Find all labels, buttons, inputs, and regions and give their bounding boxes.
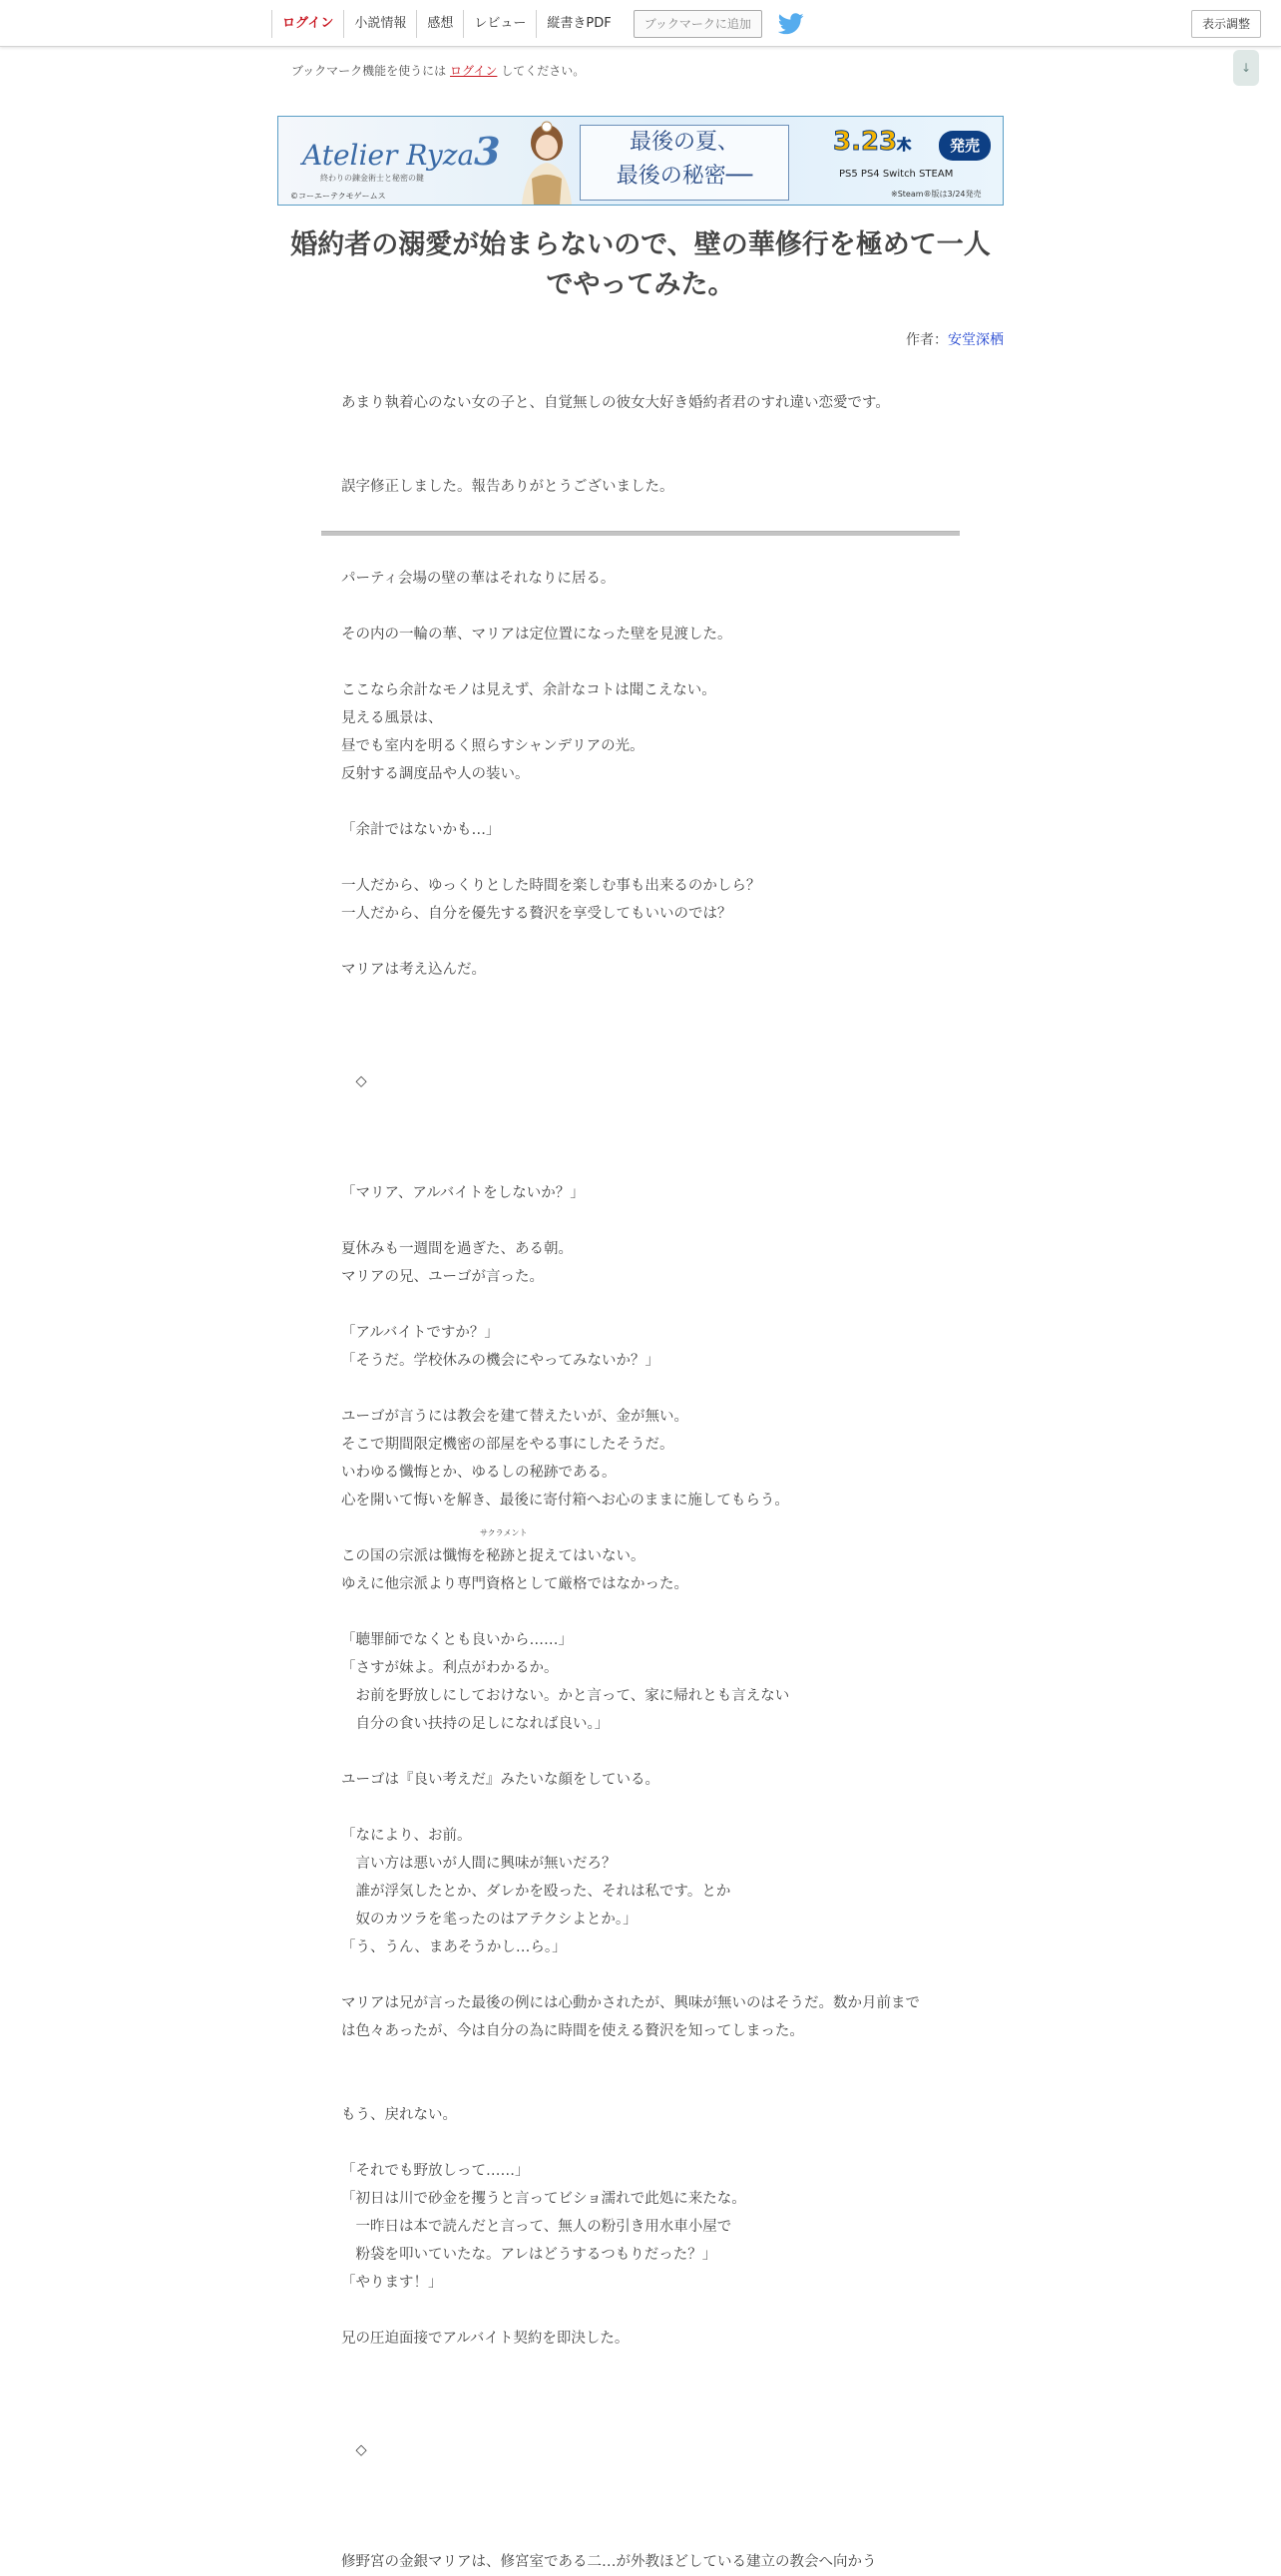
ruby-text: サクラメント — [480, 1528, 528, 1537]
ruby-base: 秘跡 — [486, 1548, 515, 1564]
body-line: 「さすが妹よ。利点がわかるか。 — [341, 1660, 559, 1676]
body-line: 「そうだ。学校休みの機会にやってみないか？」 — [341, 1353, 659, 1369]
novel-author — [906, 329, 1004, 349]
banner-copy-line2: 最後の秘密── — [616, 164, 753, 189]
body-line — [341, 2073, 920, 2101]
body-line — [341, 984, 920, 1012]
ruby-sacrament — [480, 1528, 528, 1570]
body-line: 「なにより、お前。 — [341, 1828, 472, 1844]
body-line — [341, 2297, 920, 2325]
body-line — [341, 788, 920, 816]
body-line: 昼でも室内を明るく照らすシャンデリアの光。 — [341, 738, 644, 754]
banner-release-date — [833, 127, 911, 157]
body-line: 「アルバイトですか？」 — [341, 1325, 499, 1341]
sacrament-after: と捉えてはいない。 — [515, 1548, 645, 1564]
nav-login-link[interactable]: ログイン — [271, 10, 343, 38]
body-line — [341, 2129, 920, 2157]
body-line: 言い方は悪いが人間に興味が無いだろ？ — [341, 1856, 617, 1872]
body-line-wrapped: マリアは兄が言った最後の例には心動かされたが、興味が無いのはそうだ。数か月前までは色々あったが、今は自分の為に時間を使える贅沢を知ってしまった。 — [341, 1995, 920, 2039]
body-line: お前を野放しにしておけない。かと言って、家に帰れとも言えない — [341, 1688, 790, 1704]
body-line: 自分の食い扶持の足しになれば良い。」 — [341, 1716, 610, 1732]
body-line — [341, 2492, 920, 2520]
body-line: 心を開いて悔いを解き、最後に寄付箱へお心のままに施してもらう。 — [341, 1493, 789, 1508]
body-line: 「う、うん、まあそうかし…ら。」 — [341, 1939, 567, 1955]
body-line: ここなら余計なモノは見えず、余計なコトは聞こえない。 — [341, 682, 716, 698]
banner-logo-text: Atelier Ryza — [302, 139, 475, 172]
body-line — [341, 1012, 920, 1040]
nav-novel-info-link[interactable]: 小説情報 — [343, 10, 416, 38]
body-line: ユーゴは『良い考えだ』みたいな顔をしている。 — [341, 1772, 659, 1788]
notice-suffix: してください。 — [501, 64, 586, 78]
body-line — [341, 1738, 920, 1766]
add-bookmark-button[interactable]: ブックマークに追加 — [634, 10, 762, 38]
body-line: 見える風景は、 — [341, 710, 443, 726]
body-line — [341, 648, 920, 676]
body-section-a — [341, 565, 920, 1542]
body-line: 奴のカツラを毟ったのはアテクシよとか。」 — [341, 1912, 638, 1928]
body-line: パーティ会場の壁の華はそれなりに居る。 — [341, 571, 616, 587]
body-line — [341, 2408, 920, 2436]
body-line — [341, 1794, 920, 1822]
body-line: その内の一輪の華、マリアは定位置になった壁を見渡した。 — [341, 627, 732, 643]
body-line: 「初日は川で砂金を攫うと言ってビショ濡れで此処に来たな。 — [341, 2191, 746, 2207]
body-line — [341, 593, 920, 621]
ad-banner[interactable] — [277, 116, 1004, 206]
banner-platforms: PS5 PS4 Switch STEAM — [839, 169, 954, 180]
body-line: 「マリア、アルバイトをしないか？」 — [341, 1185, 585, 1201]
body-line: 「聴罪師でなくとも良いから……」 — [341, 1632, 573, 1648]
body-line — [341, 2353, 920, 2380]
body-line — [341, 928, 920, 956]
novel-preface — [341, 389, 920, 501]
body-line: 「それでも野放しって……」 — [341, 2163, 530, 2179]
nav-impressions-link[interactable]: 感想 — [416, 10, 463, 38]
body-line: マリアは考え込んだ。 — [341, 962, 486, 978]
body-line: 修野宮の金銀マリアは、修宮室である二…が外教ほどしている建立の教会へ向かう — [341, 2554, 877, 2570]
body-line — [341, 2380, 920, 2408]
body-section-b — [341, 1570, 920, 1989]
body-line — [341, 1040, 920, 1068]
author-label: 作者： — [906, 332, 948, 348]
body-line — [341, 1961, 920, 1989]
body-line — [341, 1375, 920, 1403]
body-line-sacrament — [341, 1528, 920, 1570]
nav-review-link[interactable]: レビュー — [463, 10, 536, 38]
notice-prefix: ブックマーク機能を使うには — [291, 64, 447, 78]
body-section-c — [341, 2073, 920, 2576]
body-line: 夏休みも一週間を過ぎた、ある朝。 — [341, 1241, 573, 1257]
body-line: そこで期間限定機密の部屋をやる事にしたそうだ。 — [341, 1437, 674, 1453]
body-line — [341, 1514, 920, 1542]
nav-vertical-pdf-link[interactable]: 縦書きPDF — [536, 10, 621, 38]
banner-logo-subtitle: 終わりの錬金術士と秘密の鍵 — [320, 174, 424, 183]
banner-date-value: 3.23 — [833, 127, 898, 157]
body-line — [341, 1207, 920, 1235]
banner-copy-line1: 最後の夏、 — [629, 130, 739, 155]
notice-login-link[interactable]: ログイン — [450, 64, 498, 78]
banner-steam-note: ※Steam®版は3/24発売 — [891, 190, 982, 199]
sacrament-before: この国の宗派は懺悔を — [341, 1548, 486, 1564]
body-line: 粉袋を叩いていたな。アレはどうするつもりだった？」 — [341, 2247, 717, 2263]
body-line: 「やります！」 — [341, 2275, 443, 2291]
body-line — [341, 2520, 920, 2548]
body-line: ◇ — [341, 1073, 367, 1089]
preface-line: 誤字修正しました。報告ありがとうございました。 — [341, 479, 674, 495]
top-nav-bar — [0, 0, 1281, 47]
display-settings-button[interactable]: 表示調整 — [1191, 10, 1261, 38]
body-line: いわゆる懺悔とか、ゆるしの秘跡である。 — [341, 1465, 617, 1481]
banner-catchcopy — [580, 125, 789, 201]
author-link[interactable]: 安堂深栖 — [948, 332, 1004, 348]
bookmark-login-notice — [291, 62, 585, 79]
body-line — [341, 1291, 920, 1319]
banner-release-badge: 発売 — [939, 131, 991, 161]
scroll-down-tab[interactable]: ↓ — [1233, 50, 1259, 86]
body-line — [341, 1123, 920, 1151]
body-line: 一人だから、ゆっくりとした時間を楽しむ事も出来るのかしら？ — [341, 878, 761, 894]
banner-date-day: 木 — [897, 138, 912, 154]
body-line: マリアの兄、ユーゴが言った。 — [341, 1269, 544, 1285]
body-line: ◇ — [341, 2442, 367, 2458]
banner-game-logo — [302, 129, 501, 174]
preface-line: あまり執着心のない女の子と、自覚無しの彼女大好き婚約者君のすれ違い恋愛です。 — [341, 395, 890, 411]
body-line: 「余計ではないかも…」 — [341, 822, 501, 838]
banner-maker: ©コーエーテクモゲームス — [290, 192, 386, 201]
body-line: ユーゴが言うには教会を建て替えたいが、金が無い。 — [341, 1409, 688, 1425]
banner-logo-num: 3 — [474, 129, 501, 174]
body-line — [341, 844, 920, 872]
main-nav — [271, 10, 804, 38]
body-line: 誰が浮気したとか、ダレかを殴った、それは私です。とか — [341, 1884, 731, 1900]
novel-body — [341, 565, 920, 2576]
body-line — [341, 1151, 920, 1179]
banner-character-illustration — [502, 119, 592, 205]
body-line: ゆえに他宗派より専門資格として厳格ではなかった。 — [341, 1576, 688, 1592]
body-line: 反射する調度品や人の装い。 — [341, 766, 530, 782]
body-line: もう、戻れない。 — [341, 2107, 457, 2123]
body-line: 一人だから、自分を優先する贅沢を享受してもいいのでは？ — [341, 906, 732, 922]
body-line — [341, 1095, 920, 1123]
preface-divider — [321, 531, 960, 536]
body-line: 兄の圧迫面接でアルバイト契約を即決した。 — [341, 2331, 630, 2347]
novel-title: 婚約者の溺愛が始まらないので、壁の華修行を極めて一人でやってみた。 — [290, 229, 991, 300]
body-line — [341, 2464, 920, 2492]
preface-line — [341, 445, 920, 473]
body-line — [341, 1598, 920, 1626]
twitter-icon[interactable] — [778, 13, 804, 35]
body-line: 一昨日は本で読んだと言って、無人の粉引き用水車小屋で — [341, 2219, 732, 2235]
